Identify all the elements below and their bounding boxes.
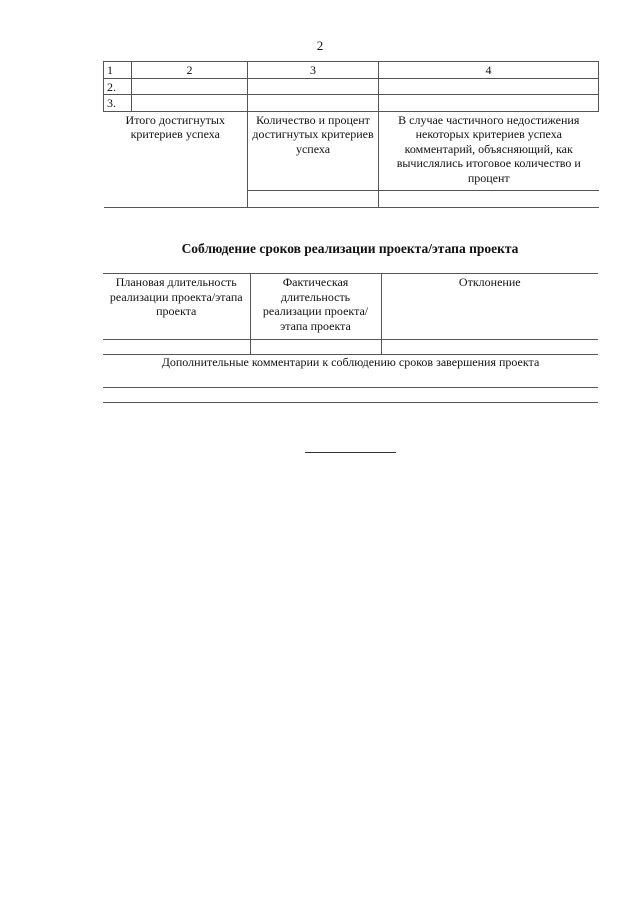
total-comment-value (379, 190, 599, 207)
table-cell (379, 78, 599, 95)
header-cell-1: 1 (104, 62, 132, 79)
section-title: Соблюдение сроков реализации проекта/этапа проекта (181, 241, 519, 256)
page-number: 2 (316, 38, 324, 53)
total-comment-label: В случае частичного недостижения некоторых критериев успеха комментарий, объясняющий, как вычислялись итоговое количество и процент (379, 111, 599, 190)
total-row (104, 111, 599, 190)
table-row (104, 95, 599, 112)
row-number: 3. (104, 95, 132, 112)
comment-row (103, 355, 598, 388)
table-row (103, 340, 598, 355)
header-cell-2: 2 (132, 62, 248, 79)
total-values-row (104, 190, 599, 207)
total-label: Итого достигнутых критериев успеха (104, 111, 248, 190)
success-criteria-table (103, 61, 599, 208)
end-line (305, 452, 396, 453)
comment-value-row (103, 388, 598, 403)
table-header-row (103, 274, 598, 340)
table-cell (104, 190, 248, 207)
table-cell (248, 78, 379, 95)
actual-duration-value (250, 340, 381, 355)
planned-duration-value (103, 340, 250, 355)
planned-duration-header: Плановая длительность реализации проекта/этапа проекта (103, 274, 250, 340)
table-row (104, 78, 599, 95)
table-cell (132, 78, 248, 95)
actual-duration-header: Фактическая длительность реализации проекта/этапа проекта (250, 274, 381, 340)
header-cell-4: 4 (379, 62, 599, 79)
table-header-row (104, 62, 599, 79)
deviation-value (381, 340, 598, 355)
table-cell (248, 95, 379, 112)
additional-comments-value (103, 388, 598, 403)
deadline-compliance-table (103, 273, 598, 403)
deviation-header: Отклонение (381, 274, 598, 340)
total-quantity-label: Количество и процент достигнутых критериев успеха (248, 111, 379, 190)
header-cell-3: 3 (248, 62, 379, 79)
total-quantity-value (248, 190, 379, 207)
table-cell (379, 95, 599, 112)
table-cell (132, 95, 248, 112)
row-number: 2. (104, 78, 132, 95)
additional-comments-label: Дополнительные комментарии к соблюдению сроков завершения проекта (103, 355, 598, 388)
